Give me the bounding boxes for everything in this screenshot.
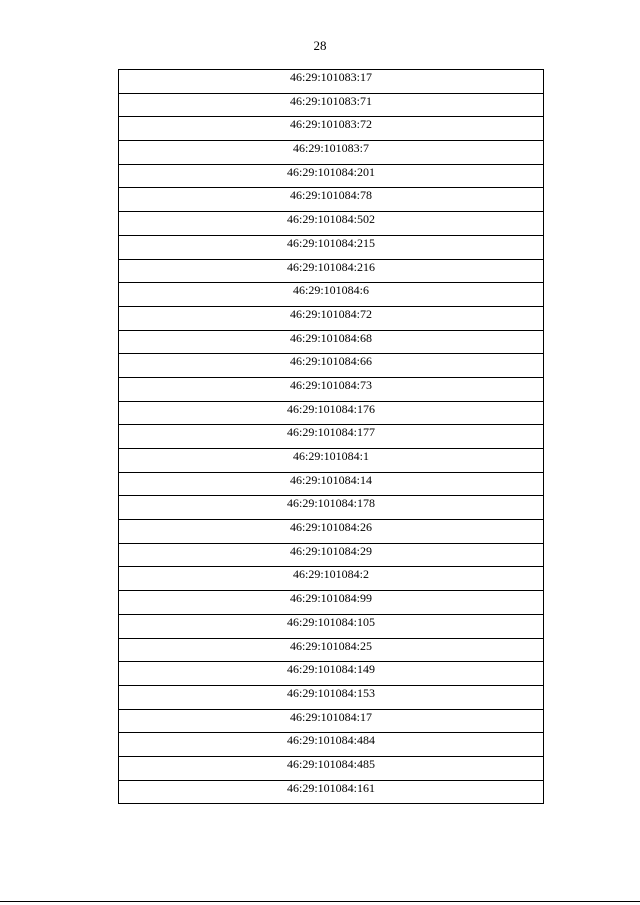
table-row	[119, 638, 544, 662]
table-cell: 46:29:101084:68	[119, 330, 544, 354]
table-cell: 46:29:101083:71	[119, 93, 544, 117]
table-row	[119, 591, 544, 615]
table-row	[119, 70, 544, 94]
table-row	[119, 188, 544, 212]
table-cell: 46:29:101084:176	[119, 401, 544, 425]
table-row	[119, 283, 544, 307]
table-row	[119, 567, 544, 591]
table-cell: 46:29:101084:6	[119, 283, 544, 307]
table-row	[119, 780, 544, 804]
table-row	[119, 685, 544, 709]
table-cell: 46:29:101084:105	[119, 614, 544, 638]
table-row	[119, 472, 544, 496]
table-row	[119, 756, 544, 780]
table-cell: 46:29:101084:2	[119, 567, 544, 591]
table-cell: 46:29:101084:215	[119, 235, 544, 259]
table-cell: 46:29:101083:17	[119, 70, 544, 94]
table-cell: 46:29:101084:149	[119, 662, 544, 686]
table-cell: 46:29:101084:153	[119, 685, 544, 709]
page-number: 28	[313, 38, 327, 53]
table-row	[119, 93, 544, 117]
table-cell: 46:29:101084:14	[119, 472, 544, 496]
table-cell: 46:29:101084:26	[119, 520, 544, 544]
table-cell: 46:29:101084:502	[119, 212, 544, 236]
table-row	[119, 377, 544, 401]
table-body	[119, 70, 544, 804]
table-row	[119, 354, 544, 378]
table-cell: 46:29:101084:485	[119, 756, 544, 780]
table-row	[119, 235, 544, 259]
table-cell: 46:29:101084:484	[119, 733, 544, 757]
table-cell: 46:29:101084:216	[119, 259, 544, 283]
table-cell: 46:29:101084:78	[119, 188, 544, 212]
table-row	[119, 259, 544, 283]
table-row	[119, 520, 544, 544]
table-row	[119, 212, 544, 236]
table-row	[119, 709, 544, 733]
table-row	[119, 330, 544, 354]
table-cell: 46:29:101084:29	[119, 543, 544, 567]
table-cell: 46:29:101084:177	[119, 425, 544, 449]
table-cell: 46:29:101084:178	[119, 496, 544, 520]
table-row	[119, 662, 544, 686]
cadastral-number-table	[118, 69, 544, 804]
table-cell: 46:29:101083:72	[119, 117, 544, 141]
table-row	[119, 733, 544, 757]
table-cell: 46:29:101084:17	[119, 709, 544, 733]
table-cell: 46:29:101083:7	[119, 141, 544, 165]
table-row	[119, 401, 544, 425]
table-cell: 46:29:101084:99	[119, 591, 544, 615]
table-cell: 46:29:101084:201	[119, 164, 544, 188]
table-row	[119, 141, 544, 165]
table-row	[119, 496, 544, 520]
table-row	[119, 425, 544, 449]
table-cell: 46:29:101084:25	[119, 638, 544, 662]
table-row	[119, 117, 544, 141]
table-cell: 46:29:101084:72	[119, 306, 544, 330]
table-row	[119, 449, 544, 473]
bottom-rule	[0, 901, 640, 902]
table-cell: 46:29:101084:161	[119, 780, 544, 804]
table-row	[119, 614, 544, 638]
table-cell: 46:29:101084:73	[119, 377, 544, 401]
table-row	[119, 543, 544, 567]
table-cell: 46:29:101084:1	[119, 449, 544, 473]
table-cell: 46:29:101084:66	[119, 354, 544, 378]
table-row	[119, 306, 544, 330]
table-row	[119, 164, 544, 188]
